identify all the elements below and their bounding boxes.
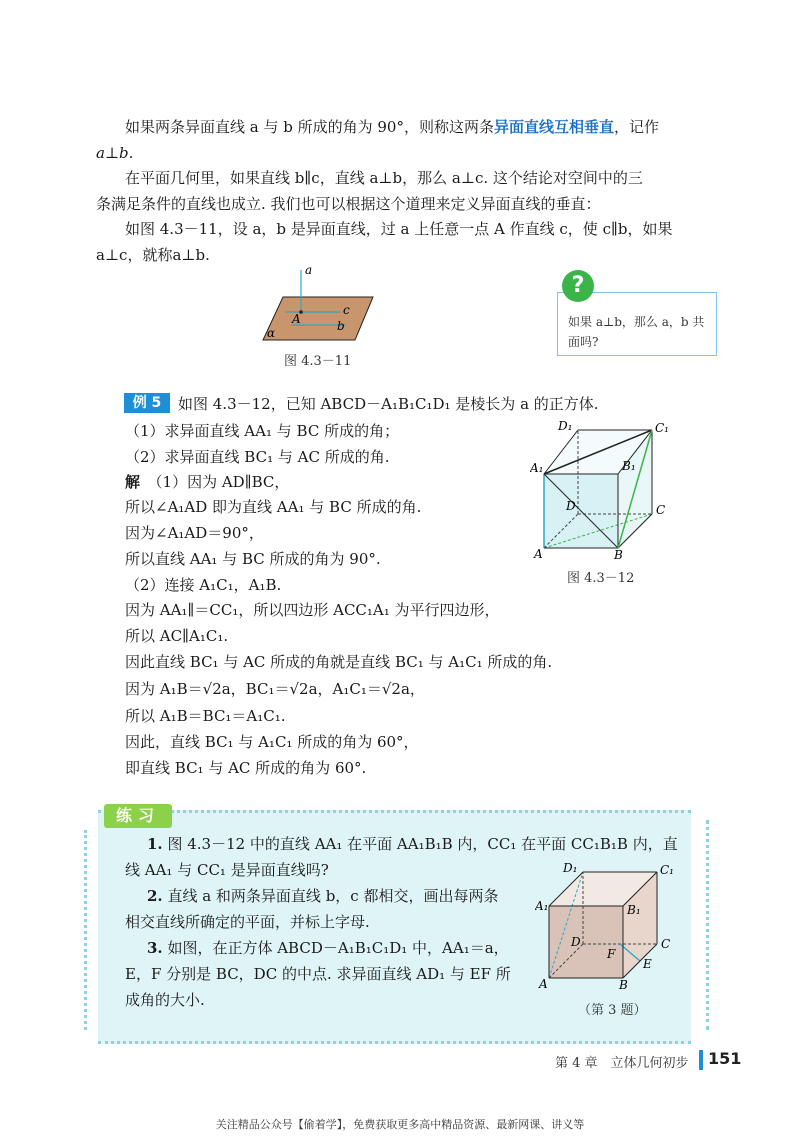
- footer-divider: [699, 1050, 703, 1070]
- question-icon: ?: [562, 270, 594, 302]
- p3-label-C1: C₁: [660, 863, 674, 877]
- practice-3-line-1: [147, 938, 509, 958]
- label-a: a: [305, 263, 313, 277]
- solution-line-1: [125, 472, 289, 492]
- practice-title: 练习: [104, 804, 172, 828]
- practice-1-line-2: 线 AA₁ 与 CC₁ 是异面直线吗?: [125, 861, 329, 879]
- practice-1-text-a: 图 4.3－12 中的直线 AA₁ 在平面 AA₁B₁B 内，CC₁ 在平面 CC₁B₁B 内，直: [167, 835, 678, 853]
- label-C1: C₁: [655, 421, 669, 435]
- solution-line-3: 因为∠A₁AD＝90°，: [125, 524, 264, 542]
- watermark: 关注精品公众号【偷着学】，免费获取更多高中精品资源、最新网课、讲义等: [215, 1118, 585, 1131]
- solution-line-6: 因为 AA₁∥＝CC₁，所以四边形 ACC₁A₁ 为平行四边形，: [125, 601, 500, 619]
- solution-line-5: （2）连接 A₁C₁，A₁B.: [125, 576, 282, 594]
- solution-line-8: 因此直线 BC₁ 与 AC 所成的角就是直线 BC₁ 与 A₁C₁ 所成的角.: [125, 653, 553, 671]
- p3-label-E: E: [643, 957, 652, 971]
- label-C: C: [656, 503, 666, 517]
- chapter-title: 第 4 章 立体几何初步: [555, 1056, 689, 1071]
- practice-1-number: 1.: [147, 835, 163, 853]
- p3-label-B: B: [619, 978, 628, 990]
- defined-term: 异面直线互相垂直: [493, 118, 614, 136]
- label-D: D: [566, 499, 576, 513]
- p3-label-A: A: [539, 977, 548, 990]
- label-B: B: [614, 548, 623, 560]
- practice-2-number: 2.: [147, 887, 163, 905]
- intro-line-1: [125, 117, 659, 137]
- p3-label-C: C: [661, 937, 671, 951]
- p3-label-B1: B₁: [627, 903, 641, 917]
- page-number: 151: [708, 1049, 742, 1068]
- label-A1: A₁: [530, 461, 544, 475]
- practice-3-text-a: 如图，在正方体 ABCD－A₁B₁C₁D₁ 中，AA₁＝a，: [167, 939, 509, 957]
- example-q2: （2）求异面直线 BC₁ 与 AC 所成的角.: [125, 448, 390, 466]
- solution-line-7: 所以 AC∥A₁C₁.: [125, 627, 229, 645]
- label-A: A: [534, 547, 543, 560]
- figure-4-3-12: [530, 418, 680, 560]
- p3-label-D1: D₁: [563, 861, 578, 875]
- intro-line-4: 条满足条件的直线也成立. 我们也可以根据这个道理来定义异面直线的垂直：: [96, 195, 601, 213]
- solution-line-12: 即直线 BC₁ 与 AC 所成的角为 60°.: [125, 759, 367, 777]
- label-B1: B₁: [622, 459, 636, 473]
- practice-2-line-2: 相交直线所确定的平面，并标上字母.: [125, 913, 370, 931]
- label-b: b: [337, 319, 345, 333]
- label-c: c: [343, 303, 350, 317]
- practice-2-line-1: [147, 886, 498, 906]
- p3-label-D: D: [571, 935, 581, 949]
- intro-line-5: 如图 4.3－11，设 a，b 是异面直线，过 a 上任意一点 A 作直线 c，使 c∥b，如果: [125, 220, 673, 238]
- practice-border-right: [696, 820, 709, 1030]
- question-text: 如果 a⊥b，那么 a，b 共面吗?: [568, 315, 705, 349]
- practice-3-number: 3.: [147, 939, 163, 957]
- p3-label-A1: A₁: [535, 899, 549, 913]
- example-q1: （1）求异面直线 AA₁ 与 BC 所成的角；: [125, 422, 400, 440]
- practice-border-left: [84, 830, 101, 1030]
- solution-line-4: 所以直线 AA₁ 与 BC 所成的角为 90°.: [125, 550, 381, 568]
- p3-label-F: F: [607, 947, 616, 961]
- solution-line-10: 所以 A₁B＝BC₁＝A₁C₁.: [125, 707, 286, 725]
- practice-3-line-3: 成角的大小.: [125, 991, 205, 1009]
- practice-figure-caption: （第 3 题）: [578, 1003, 647, 1018]
- intro-line-1-text: 如果两条异面直线 a 与 b 所成的角为 90°，则称这两条: [125, 118, 494, 136]
- solution-line-1-text: （1）因为 AD∥BC，: [155, 473, 290, 491]
- solution-line-2: 所以∠A₁AD 即为直线 AA₁ 与 BC 所成的角.: [125, 498, 422, 516]
- label-alpha: α: [267, 326, 276, 340]
- practice-2-text-a: 直线 a 和两条异面直线 b，c 都相交，画出每两条: [167, 887, 499, 905]
- figure-4-3-11: [255, 262, 385, 347]
- label-A: A: [292, 312, 301, 326]
- solution-line-9: 因为 A₁B＝√2a，BC₁＝√2a，A₁C₁＝√2a，: [125, 680, 425, 698]
- intro-line-2: a⊥b.: [96, 144, 134, 162]
- intro-line-1-tail: ，记作: [614, 118, 660, 136]
- example-label: 例 5: [124, 393, 170, 413]
- practice-3-line-2: E，F 分别是 BC，DC 的中点. 求异面直线 AD₁ 与 EF 所: [125, 965, 511, 983]
- label-D1: D₁: [558, 419, 573, 433]
- figure-4-3-12-caption: 图 4.3－12: [567, 571, 635, 586]
- intro-line-6: a⊥c，就称a⊥b.: [96, 246, 210, 264]
- figure-4-3-11-caption: 图 4.3－11: [284, 354, 352, 369]
- solution-line-11: 因此，直线 BC₁ 与 A₁C₁ 所成的角为 60°，: [125, 733, 419, 751]
- practice-1-line-1: [147, 834, 678, 854]
- intro-line-3: 在平面几何里，如果直线 b∥c，直线 a⊥b，那么 a⊥c. 这个结论对空间中的三: [125, 169, 643, 187]
- practice-3-figure: [535, 860, 685, 990]
- solution-label: 解: [125, 473, 141, 491]
- example-statement: 如图 4.3－12，已知 ABCD－A₁B₁C₁D₁ 是棱长为 a 的正方体.: [178, 395, 599, 413]
